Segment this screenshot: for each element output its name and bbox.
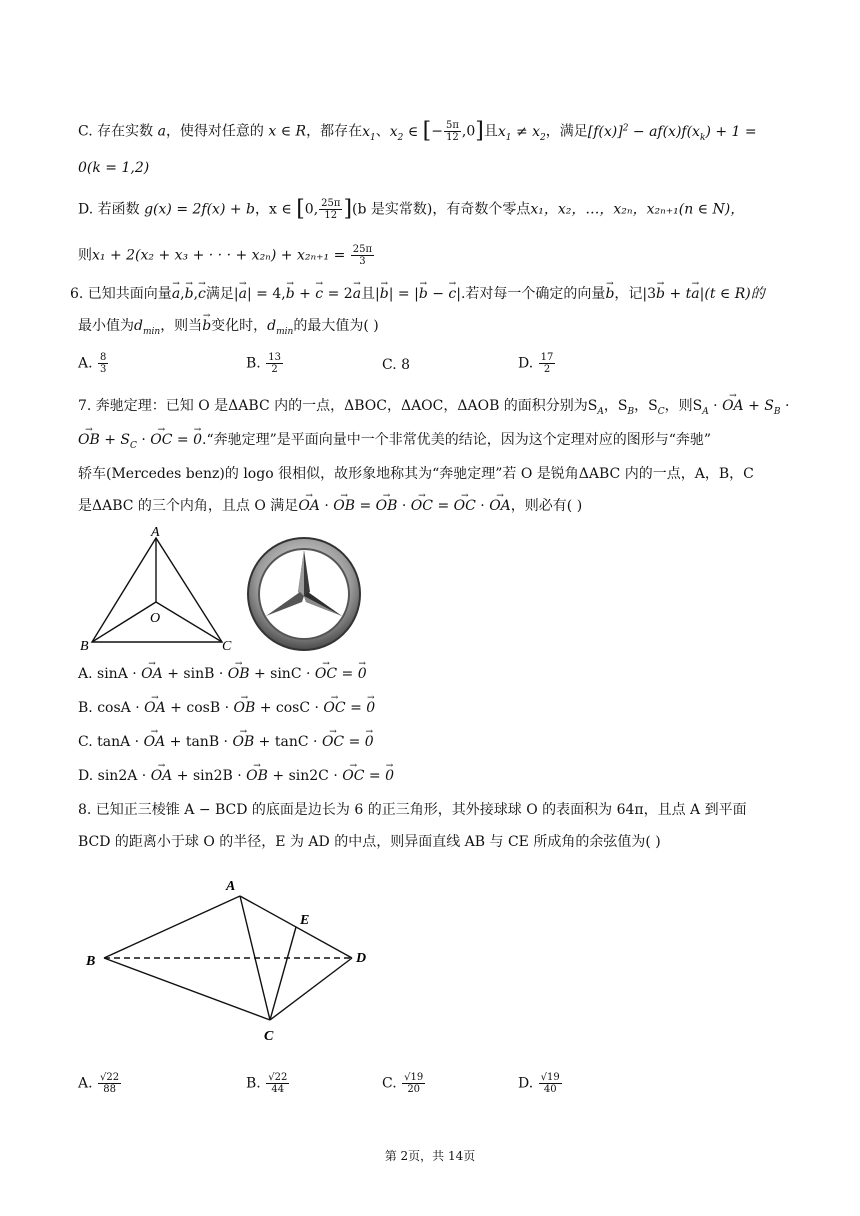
q7-stem-line4: 是ΔABC 的三个内角，且点 O 满足→ OA · → OB = → OB · → OC = → OC · → OA，则必有( ): [78, 496, 820, 516]
q7-option-d: D. sin2A · → OA + sin2B · → OB + sin2C · → OC = → 0: [78, 766, 394, 786]
q8-label-e: E: [300, 913, 310, 928]
q7-label-c: C: [222, 639, 232, 654]
q8-label-c: C: [264, 1029, 274, 1044]
q7-option-a: A. sinA · → OA + sinB · → OB + sinC · → OC = → 0: [78, 664, 367, 684]
q8-tetrahedron-figure: [84, 870, 384, 1050]
q8-stem-line2: BCD 的距离小于球 O 的半径，E 为 AD 的中点，则异面直线 AB 与 CE 所成角的余弦值为( ): [78, 834, 661, 850]
q7-label-b: B: [80, 639, 89, 654]
q6-option-d: D. $\frac{17}{2}$: [518, 352, 554, 375]
q8-option-a: A. $\frac{√22}{88}$: [78, 1072, 120, 1095]
q6-option-a: A. $\frac{8}{3}$: [78, 352, 107, 375]
mercedes-logo-icon: [244, 534, 364, 654]
q7-stem-line1: 7. 奔驰定理：已知 O 是ΔABC 内的一点，ΔBOC，ΔAOC，ΔAOB 的面积分别为$S_A$，$S_B$，$S_C$，则$S_A$ · → OA + $S_B$ ·: [78, 396, 820, 422]
q7-option-c: C. tanA · → OA + tanB · → OB + tanC · → OC = → 0: [78, 732, 374, 752]
q6-option-b: B. $\frac{13}{2}$: [246, 352, 281, 375]
q8-option-b: B. $\frac{√22}{44}$: [246, 1072, 288, 1095]
q8-option-c: C. $\frac{√19}{20}$: [382, 1072, 424, 1095]
q8-label-d: D: [356, 951, 367, 966]
q6-stem-line1: 6. 已知共面向量→ a,→ b,→ c满足|→ a| = 4,→ b + → c = 2→ a且|→ b| = |→ b − → c|.若对每一个确定的向量→ b，记|3→ b + t→ a|(t ∈ R)的: [70, 284, 820, 304]
q5-option-c-line1: C. 存在实数 a，使得对任意的 x ∈ R，都存在$x_1$、$x_2$ ∈ [− $\frac{5\pi}{12}$ ,0]且$x_1 \ne x_2$，满足$[f(x)]^2 - af(x)f(x_k) + 1$ =: [78, 118, 757, 144]
q6-stem-line2: 最小值为$d_{min}$，则当→ b变化时，$d_{min}$的最大值为( ): [78, 316, 820, 342]
q6-option-c: C. 8: [382, 357, 411, 373]
q8-label-a: A: [226, 879, 236, 894]
q7-label-a: A: [151, 525, 160, 540]
q7-triangle-figure: [76, 524, 236, 654]
q7-label-o: O: [150, 611, 161, 626]
q8-label-b: B: [86, 954, 96, 969]
q7-stem-line2: → OB + $S_C$ · → OC = → 0.“奔驰定理”是平面向量中一个非常优美的结论，因为这个定理对应的图形与“奔驰”: [78, 430, 820, 456]
q7-stem-line3: 轿车(Mercedes benz)的 logo 很相似，故形象地称其为“奔驰定理”若 O 是锐角ΔABC 内的一点，A，B，C: [78, 466, 754, 482]
q8-stem-line1: 8. 已知正三棱锥 A − BCD 的底面是边长为 6 的正三角形，其外接球球 O 的表面积为 64π，且点 A 到平面: [78, 802, 747, 818]
q5-option-c-line2: 0(k = 1,2): [78, 160, 150, 176]
q5-option-d-line1: D. 若函数 g(x) = 2f(x) + b，x ∈ [0, $\frac{25\pi}{12}$ ](b 是实常数)，有奇数个零点x₁，x₂，…，x₂ₙ，x₂ₙ₊₁(n ∈ N)，: [78, 196, 745, 222]
q5-option-d-line2: 则x₁ + 2(x₂ + x₃ + · · · + x₂ₙ) + x₂ₙ₊₁ = $\frac{25\pi}{3}$: [78, 244, 373, 267]
q7-option-b: B. cosA · → OA + cosB · → OB + cosC · → OC = → 0: [78, 698, 375, 718]
page-number-footer: 第 2页，共 14页: [384, 1149, 476, 1163]
q8-option-d: D. $\frac{√19}{40}$: [518, 1072, 560, 1095]
